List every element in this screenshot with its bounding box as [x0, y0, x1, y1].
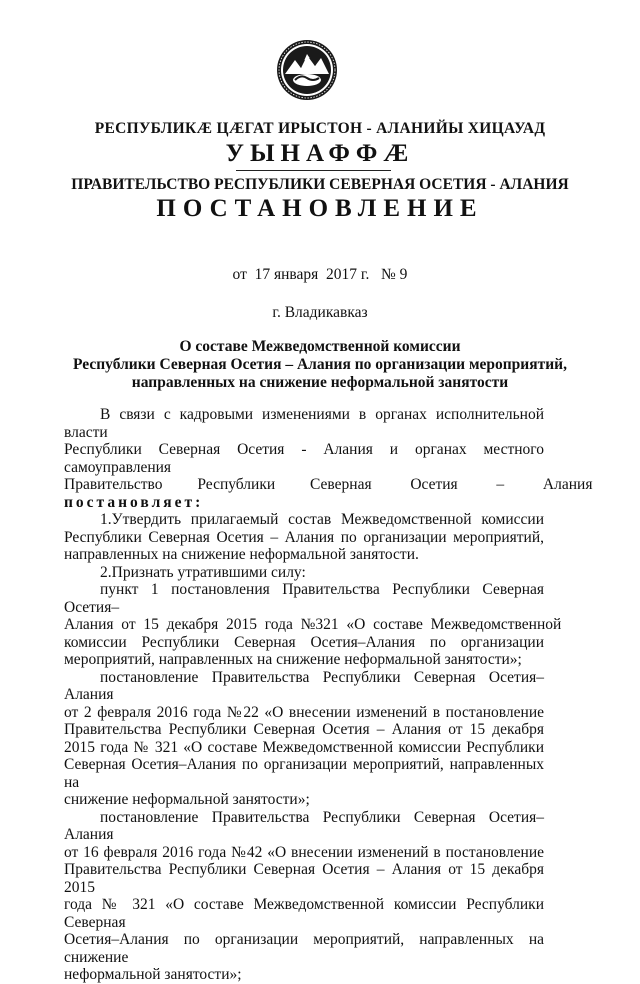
document-title — [40, 338, 600, 392]
coat-of-arms-emblem — [275, 38, 339, 102]
title-line: Республики Северная Осетия – Алания по организации мероприятий, — [73, 356, 567, 373]
body-line: пункт 1 постановления Правительства Республики Северная Осетия– — [64, 581, 544, 616]
body-line: снижение неформальной занятости»; — [64, 791, 310, 808]
body-line: Республики Северная Осетия - Алания и органах местного самоуправления — [64, 441, 544, 476]
body-line: 1.Утвердить прилагаемый состав Межведомственной комиссии — [100, 511, 544, 528]
header-divider — [236, 170, 391, 171]
body-line: Алания от 15 декабря 2015 года №321 «О составе Межведомственной — [64, 616, 562, 633]
body-line: от 2 февраля 2016 года №22 «О внесении изменений в постановление — [64, 703, 544, 721]
body-line: направленных на снижение неформальной занятости. — [64, 546, 419, 563]
body-line: постановление Правительства Республики Северная Осетия–Алания — [64, 808, 544, 843]
body-line: Республики Северная Осетия – Алания по организации мероприятий, — [64, 528, 544, 546]
body-line: Северная Осетия–Алания по организации мероприятий, направленных на — [64, 756, 544, 791]
header-ossetian-decree: УЫНАФФÆ — [225, 140, 415, 167]
body-line: Правительство Республики Северная Осетия – Алания — [64, 476, 593, 493]
header-resolution: ПОСТАНОВЛЕНИЕ — [156, 195, 484, 222]
body-line: года № 321 «О составе Межведомственной комиссии Республики Северная — [64, 896, 544, 931]
title-line: направленных на снижение неформальной занятости — [131, 374, 509, 391]
body-line: Правительства Республики Северная Осетия – Алания от 15 декабря 2015 — [64, 861, 544, 896]
body-line: постановление Правительства Республики Северная Осетия–Алания — [64, 668, 544, 703]
document-body — [64, 406, 593, 984]
title-line: О составе Межведомственной комиссии — [179, 338, 461, 355]
body-line: Правительства Республики Северная Осетия – Алания от 15 декабря — [64, 721, 544, 738]
header-ossetian-republic: РЕСПУБЛИКÆ ЦÆГАТ ИРЫСТОН - АЛАНИЙЫ ХИЦАУАД — [94, 120, 546, 137]
header-government: ПРАВИТЕЛЬСТВО РЕСПУБЛИКИ СЕВЕРНАЯ ОСЕТИЯ - АЛАНИЯ — [71, 176, 569, 193]
body-line: неформальной занятости»; — [64, 966, 242, 983]
body-line: комиссии Республики Северная Осетия–Алания по организации — [64, 633, 544, 651]
body-line: В связи с кадровыми изменениями в органах исполнительной власти — [64, 406, 544, 441]
body-line-resolves: постановляет: — [64, 493, 204, 511]
date-and-number: от 17 января 2017 г. № 9 — [232, 266, 408, 283]
body-line: Осетия–Алания по организации мероприятий, направленных на снижение — [64, 931, 544, 966]
city: г. Владикавказ — [272, 304, 368, 321]
body-line: мероприятий, направленных на снижение неформальной занятости»; — [64, 651, 522, 668]
body-line: от 16 февраля 2016 года №42 «О внесении изменений в постановление — [64, 843, 544, 861]
body-line: 2015 года № 321 «О составе Межведомственной комиссии Республики — [64, 738, 544, 756]
body-line: 2.Признать утратившими силу: — [100, 563, 306, 581]
